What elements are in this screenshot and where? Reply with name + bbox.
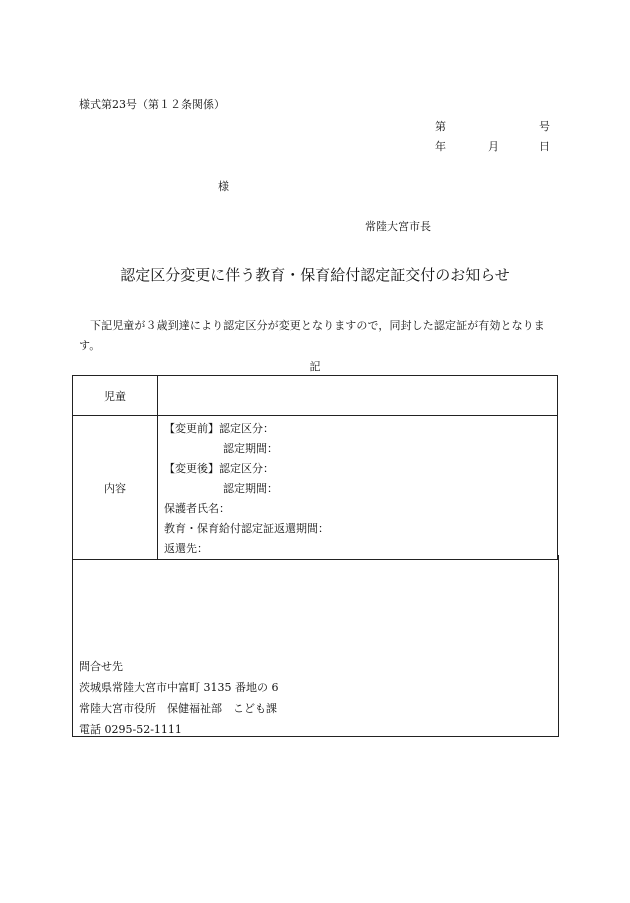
child-row (73, 376, 558, 416)
form-number: 様式第23号（第１２条関係） (79, 98, 225, 111)
inquiry-address: 茨城県常陸大宮市中富町 3135 番地の 6 (79, 681, 279, 694)
inquiry-heading: 問合せ先 (79, 660, 123, 673)
after-period-line: 認定期間： (223, 482, 278, 495)
inquiry-lines (79, 656, 278, 740)
date-year-label: 年 (435, 140, 446, 153)
document-title: 認定区分変更に伴う教育・保育給付認定証交付のお知らせ (120, 266, 510, 284)
content-row (73, 416, 558, 560)
issuer-name: 常陸大宮市長 (365, 220, 431, 233)
inquiry-office: 常陸大宮市役所 保健福祉部 こども課 (79, 702, 277, 715)
child-value-cell (158, 376, 558, 416)
inquiry-phone: 電話 0295-52-1111 (79, 723, 182, 736)
info-table (72, 375, 558, 560)
child-label: 児童 (73, 376, 158, 416)
before-period-line: 認定期間： (223, 442, 278, 455)
inquiry-box (72, 555, 559, 737)
body-text: 下記児童が３歳到達により認定区分が変更となりますので，同封した認定証が有効となります。 (79, 319, 545, 352)
content-label: 内容 (73, 416, 158, 560)
return-period-line: 教育・保育給付認定証返還期間： (164, 522, 329, 535)
return-destination-line: 返還先： (164, 542, 208, 555)
document-number-prefix: 第 (435, 120, 446, 133)
date-month-label: 月 (488, 140, 499, 153)
content-value-cell (158, 416, 558, 560)
document-number-suffix: 号 (539, 120, 550, 133)
addressee-honorific: 様 (218, 180, 229, 193)
guardian-name-line: 保護者氏名： (164, 502, 230, 515)
date-day-label: 日 (539, 140, 550, 153)
before-category-line: 【変更前】認定区分： (164, 422, 274, 435)
after-category-line: 【変更後】認定区分： (164, 462, 274, 475)
ki-marker: 記 (309, 360, 321, 373)
